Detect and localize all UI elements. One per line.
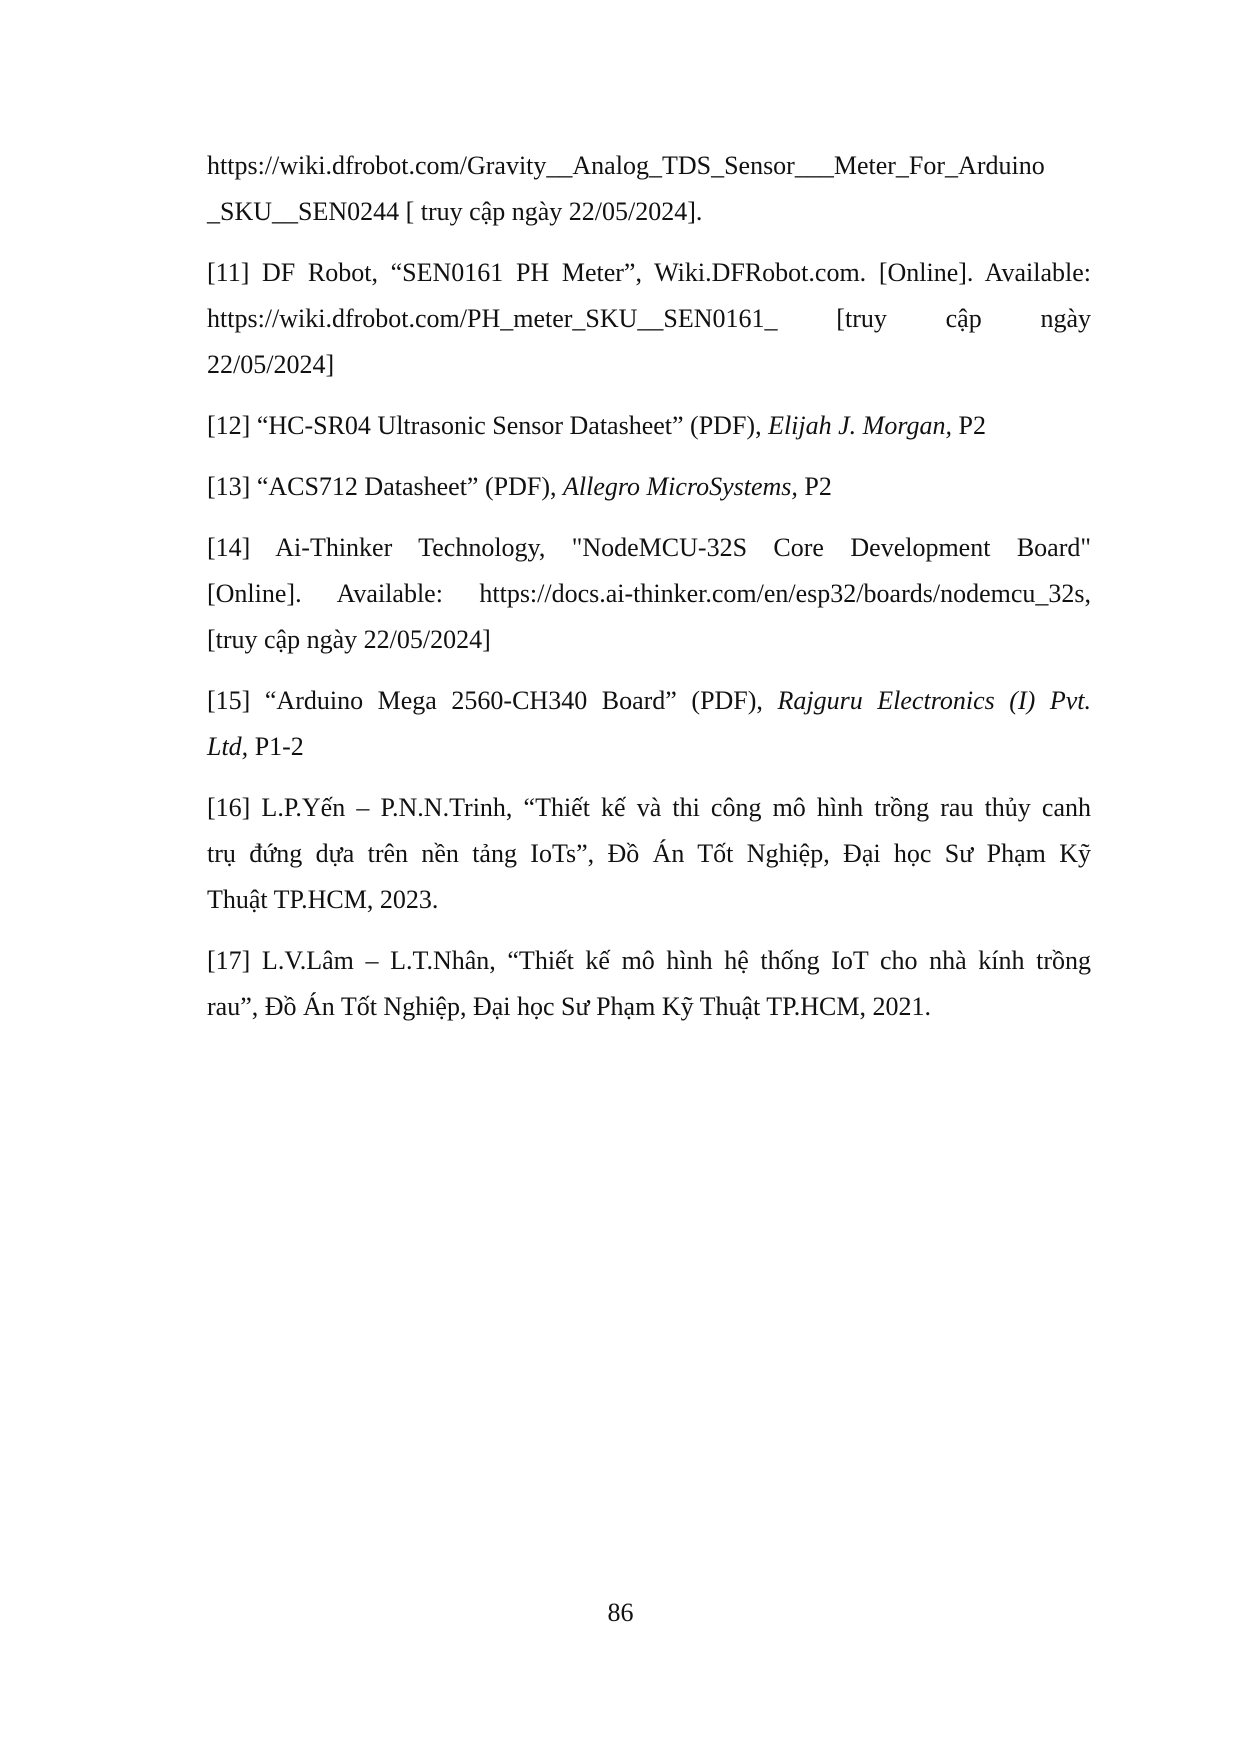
reference-entry-13 — [207, 464, 1091, 510]
reference-line: [17] L.V.Lâm – L.T.Nhân, “Thiết kế mô hình hệ thống IoT cho nhà kính trồng — [207, 946, 1091, 975]
reference-line: rau”, Đồ Án Tốt Nghiệp, Đại học Sư Phạm Kỹ Thuật TP.HCM, 2021. — [207, 992, 932, 1021]
reference-line — [207, 403, 1091, 449]
reference-line: https://wiki.dfrobot.com/PH_meter_SKU__SEN0161_ [truy cập ngày — [207, 304, 1091, 333]
reference-line: [Online]. Available: https://docs.ai-thinker.com/en/esp32/boards/nodemcu_32s, — [207, 579, 1091, 608]
reference-publisher: Rajguru Electronics (I) Pvt. — [777, 686, 1091, 715]
reference-line — [207, 464, 1091, 510]
reference-line: 22/05/2024] — [207, 350, 335, 379]
reference-entry-15 — [207, 678, 1091, 770]
page-number: 86 — [607, 1598, 634, 1627]
reference-text: [13] “ACS712 Datasheet” (PDF), — [207, 472, 563, 501]
reference-line — [207, 724, 1091, 770]
reference-entry-17 — [207, 938, 1091, 1030]
reference-list — [207, 143, 1091, 1045]
reference-entry-16 — [207, 785, 1091, 923]
reference-line: _SKU__SEN0244 [ truy cập ngày 22/05/2024]. — [207, 197, 703, 226]
reference-line: [truy cập ngày 22/05/2024] — [207, 625, 491, 654]
reference-line — [207, 678, 1091, 724]
reference-text: [12] “HC-SR04 Ultrasonic Sensor Datasheet” (PDF), — [207, 411, 769, 440]
reference-pages: P2 — [797, 472, 832, 501]
reference-publisher: Elijah J. Morgan, — [768, 411, 952, 440]
reference-line: https://wiki.dfrobot.com/Gravity__Analog_TDS_Sensor___Meter_For_Arduino — [207, 151, 1045, 180]
reference-publisher: Allegro MicroSystems, — [563, 472, 798, 501]
reference-entry-10-continued — [207, 143, 1091, 235]
reference-entry-12 — [207, 403, 1091, 449]
reference-entry-14 — [207, 525, 1091, 663]
reference-line: trụ đứng dựa trên nền tảng IoTs”, Đồ Án Tốt Nghiệp, Đại học Sư Phạm Kỹ — [207, 839, 1091, 868]
reference-line: [11] DF Robot, “SEN0161 PH Meter”, Wiki.DFRobot.com. [Online]. Available: — [207, 258, 1091, 287]
reference-publisher: Ltd, — [207, 732, 249, 761]
reference-line: Thuật TP.HCM, 2023. — [207, 885, 439, 914]
reference-pages: P2 — [951, 411, 986, 440]
reference-text: [15] “Arduino Mega 2560-CH340 Board” (PDF), — [207, 686, 778, 715]
reference-pages: P1-2 — [248, 732, 304, 761]
reference-entry-11 — [207, 250, 1091, 388]
reference-line: [14] Ai-Thinker Technology, "NodeMCU-32S Core Development Board" — [207, 533, 1091, 562]
reference-line: [16] L.P.Yến – P.N.N.Trinh, “Thiết kế và thi công mô hình trồng rau thủy canh — [207, 793, 1091, 822]
